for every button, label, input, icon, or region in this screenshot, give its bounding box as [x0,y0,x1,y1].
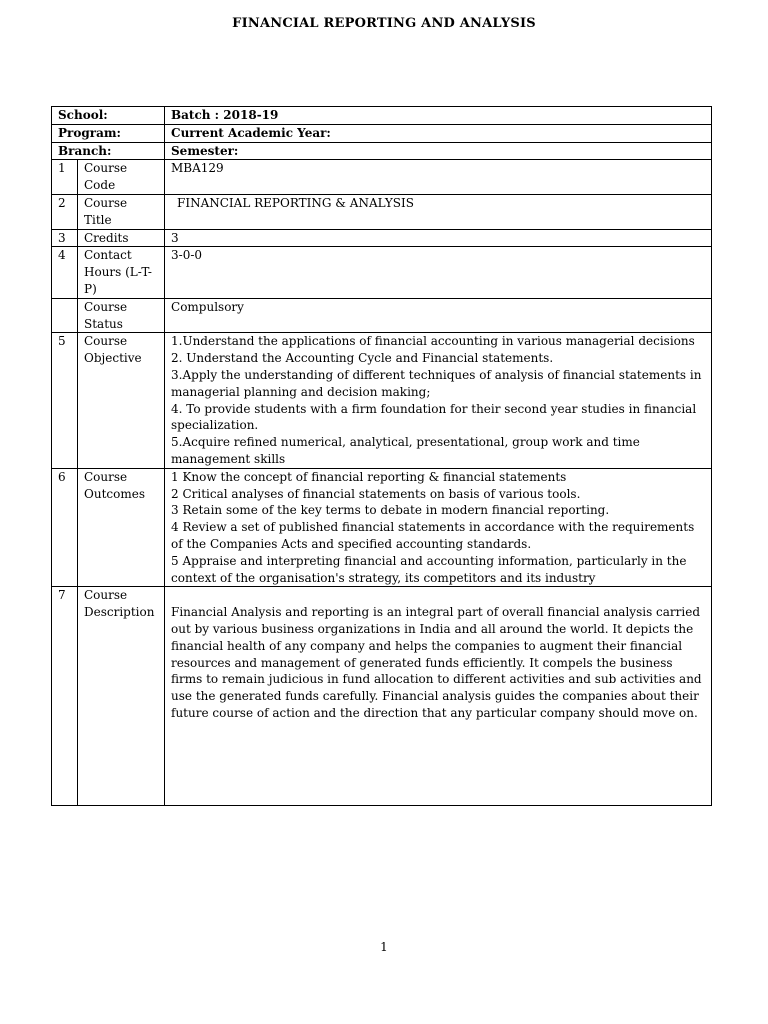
table-row-course-outcomes [52,468,712,587]
row-label: Course Title [78,194,165,229]
academic-year-value: Current Academic Year: [165,124,712,142]
page-title: FINANCIAL REPORTING AND ANALYSIS [232,16,536,31]
table-row-credits [52,229,712,247]
header-row-branch [52,142,712,160]
course-objective-list [165,333,712,468]
table-row-course-description [52,587,712,806]
table-row-contact-hours [52,247,712,298]
outcome-item: 5 Appraise and interpreting financial and accounting information, particularly in the context of the organisation's strategy, its competitors and its industry [171,553,687,585]
row-number: 1 [52,160,78,195]
page-number: 1 [380,940,388,954]
objective-item: 1.Understand the applications of financial accounting in various managerial decisions [171,334,695,349]
table-row-course-status [52,298,712,333]
header-row-program [52,124,712,142]
course-details-table [51,106,712,806]
outcome-item: 2 Critical analyses of financial statements on basis of various tools. [171,486,581,501]
row-number: 6 [52,468,78,587]
credits-value: 3 [165,229,712,247]
table-row-course-objective [52,333,712,468]
row-label: Course Code [78,160,165,195]
row-label: Course Status [78,298,165,333]
outcome-item: 1 Know the concept of financial reporting & financial statements [171,469,567,484]
course-status-value: Compulsory [165,298,712,333]
outcome-item: 4 Review a set of published financial statements in accordance with the requirements of the Companies Acts and specified accounting standards. [171,520,695,551]
row-label: Contact Hours (L-T-P) [78,247,165,298]
branch-label: Branch: [52,142,165,160]
objective-item: 4. To provide students with a firm foundation for their second year studies in financial specialization. [171,401,697,433]
row-label: Credits [78,229,165,247]
course-code-value: MBA129 [165,160,712,195]
row-number: 2 [52,194,78,229]
row-label: Course Outcomes [78,468,165,587]
program-label: Program: [52,124,165,142]
objective-item: 3.Apply the understanding of different techniques of analysis of financial statements in managerial planning and decision making; [171,367,702,399]
header-row-school [52,107,712,125]
row-label: Course Objective [78,333,165,468]
course-title-value: FINANCIAL REPORTING & ANALYSIS [165,194,712,229]
table-row-course-code [52,160,712,195]
course-outcomes-list [165,468,712,587]
semester-value: Semester: [165,142,712,160]
row-number: 7 [52,587,78,806]
school-label: School: [52,107,165,125]
outcome-item: 3 Retain some of the key terms to debate in modern financial reporting. [171,503,610,518]
row-number: 5 [52,333,78,468]
course-description-text: Financial Analysis and reporting is an integral part of overall financial analysis carried out by various business organizations in India and all around the world. It depicts the financial health of any company and helps the companies to augment their financial resources and management of generated funds efficiently. It compels the business firms to remain judicious in fund allocation to different activities and sub activities and use the generated funds carefully. Financial analysis guides the companies about their future course of action and the direction that any particular company should move on. [171,605,702,720]
course-description-cell [165,587,712,806]
row-number [52,298,78,333]
row-label: Course Description [78,587,165,806]
row-number: 4 [52,247,78,298]
row-number: 3 [52,229,78,247]
batch-value: Batch : 2018-19 [165,107,712,125]
objective-item: 5.Acquire refined numerical, analytical, presentational, group work and time management skills [171,435,640,466]
objective-item: 2. Understand the Accounting Cycle and Financial statements. [171,351,554,366]
table-row-course-title [52,194,712,229]
contact-hours-value: 3-0-0 [165,247,712,298]
